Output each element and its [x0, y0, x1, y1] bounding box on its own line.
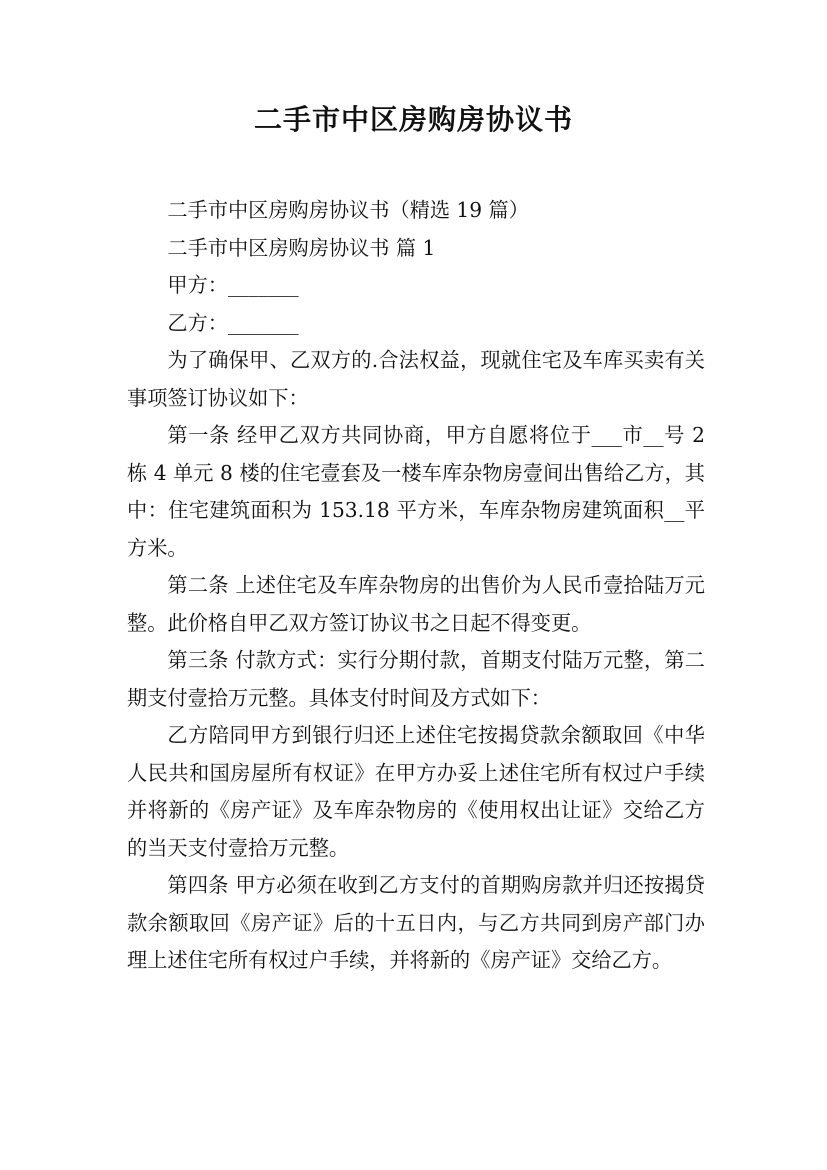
paragraph-party-b: 乙方：_______: [167, 310, 299, 335]
paragraph-section-heading: 二手市中区房购房协议书 篇 1: [167, 235, 436, 260]
paragraph-subtitle: 二手市中区房购房协议书（精选 19 篇）: [167, 198, 529, 222]
paragraph-article-3: 第三条 付款方式：实行分期付款，首期支付陆万元整，第二期支付壹拾万元整。具体支付时间及方式如下：: [127, 648, 705, 710]
paragraph-preamble: 为了确保甲、乙双方的.合法权益，现就住宅及车库买卖有关事项签订协议如下：: [127, 348, 705, 410]
document-title: 二手市中区房购房协议书: [253, 103, 573, 136]
paragraph-article-4: 第四条 甲方必须在收到乙方支付的首期购房款并归还按揭贷款余额取回《房产证》后的十五日内，与乙方共同到房产部门办理上述住宅所有权过户手续，并将新的《房产证》交给乙方。: [127, 873, 705, 972]
paragraph-party-a: 甲方：_______: [167, 273, 299, 297]
paragraph-article-1: 第一条 经甲乙双方共同协商，甲方自愿将位于___市__号 2 栋 4 单元 8 楼的住宅壹套及一楼车库杂物房壹间出售给乙方，其中：住宅建筑面积为 153.18 平方米，车库杂物房建筑面积__平方米。: [127, 423, 705, 560]
paragraph-article-3-detail: 乙方陪同甲方到银行归还上述住宅按揭贷款余额取回《中华人民共和国房屋所有权证》在甲方办妥上述住宅所有权过户手续并将新的《房产证》及车库杂物房的《使用权出让证》交给乙方的当天支付壹拾万元整。: [127, 723, 705, 860]
document-body: [127, 192, 705, 980]
paragraph-article-2: 第二条 上述住宅及车库杂物房的出售价为人民币壹拾陆万元整。此价格自甲乙双方签订协议书之日起不得变更。: [127, 573, 705, 635]
